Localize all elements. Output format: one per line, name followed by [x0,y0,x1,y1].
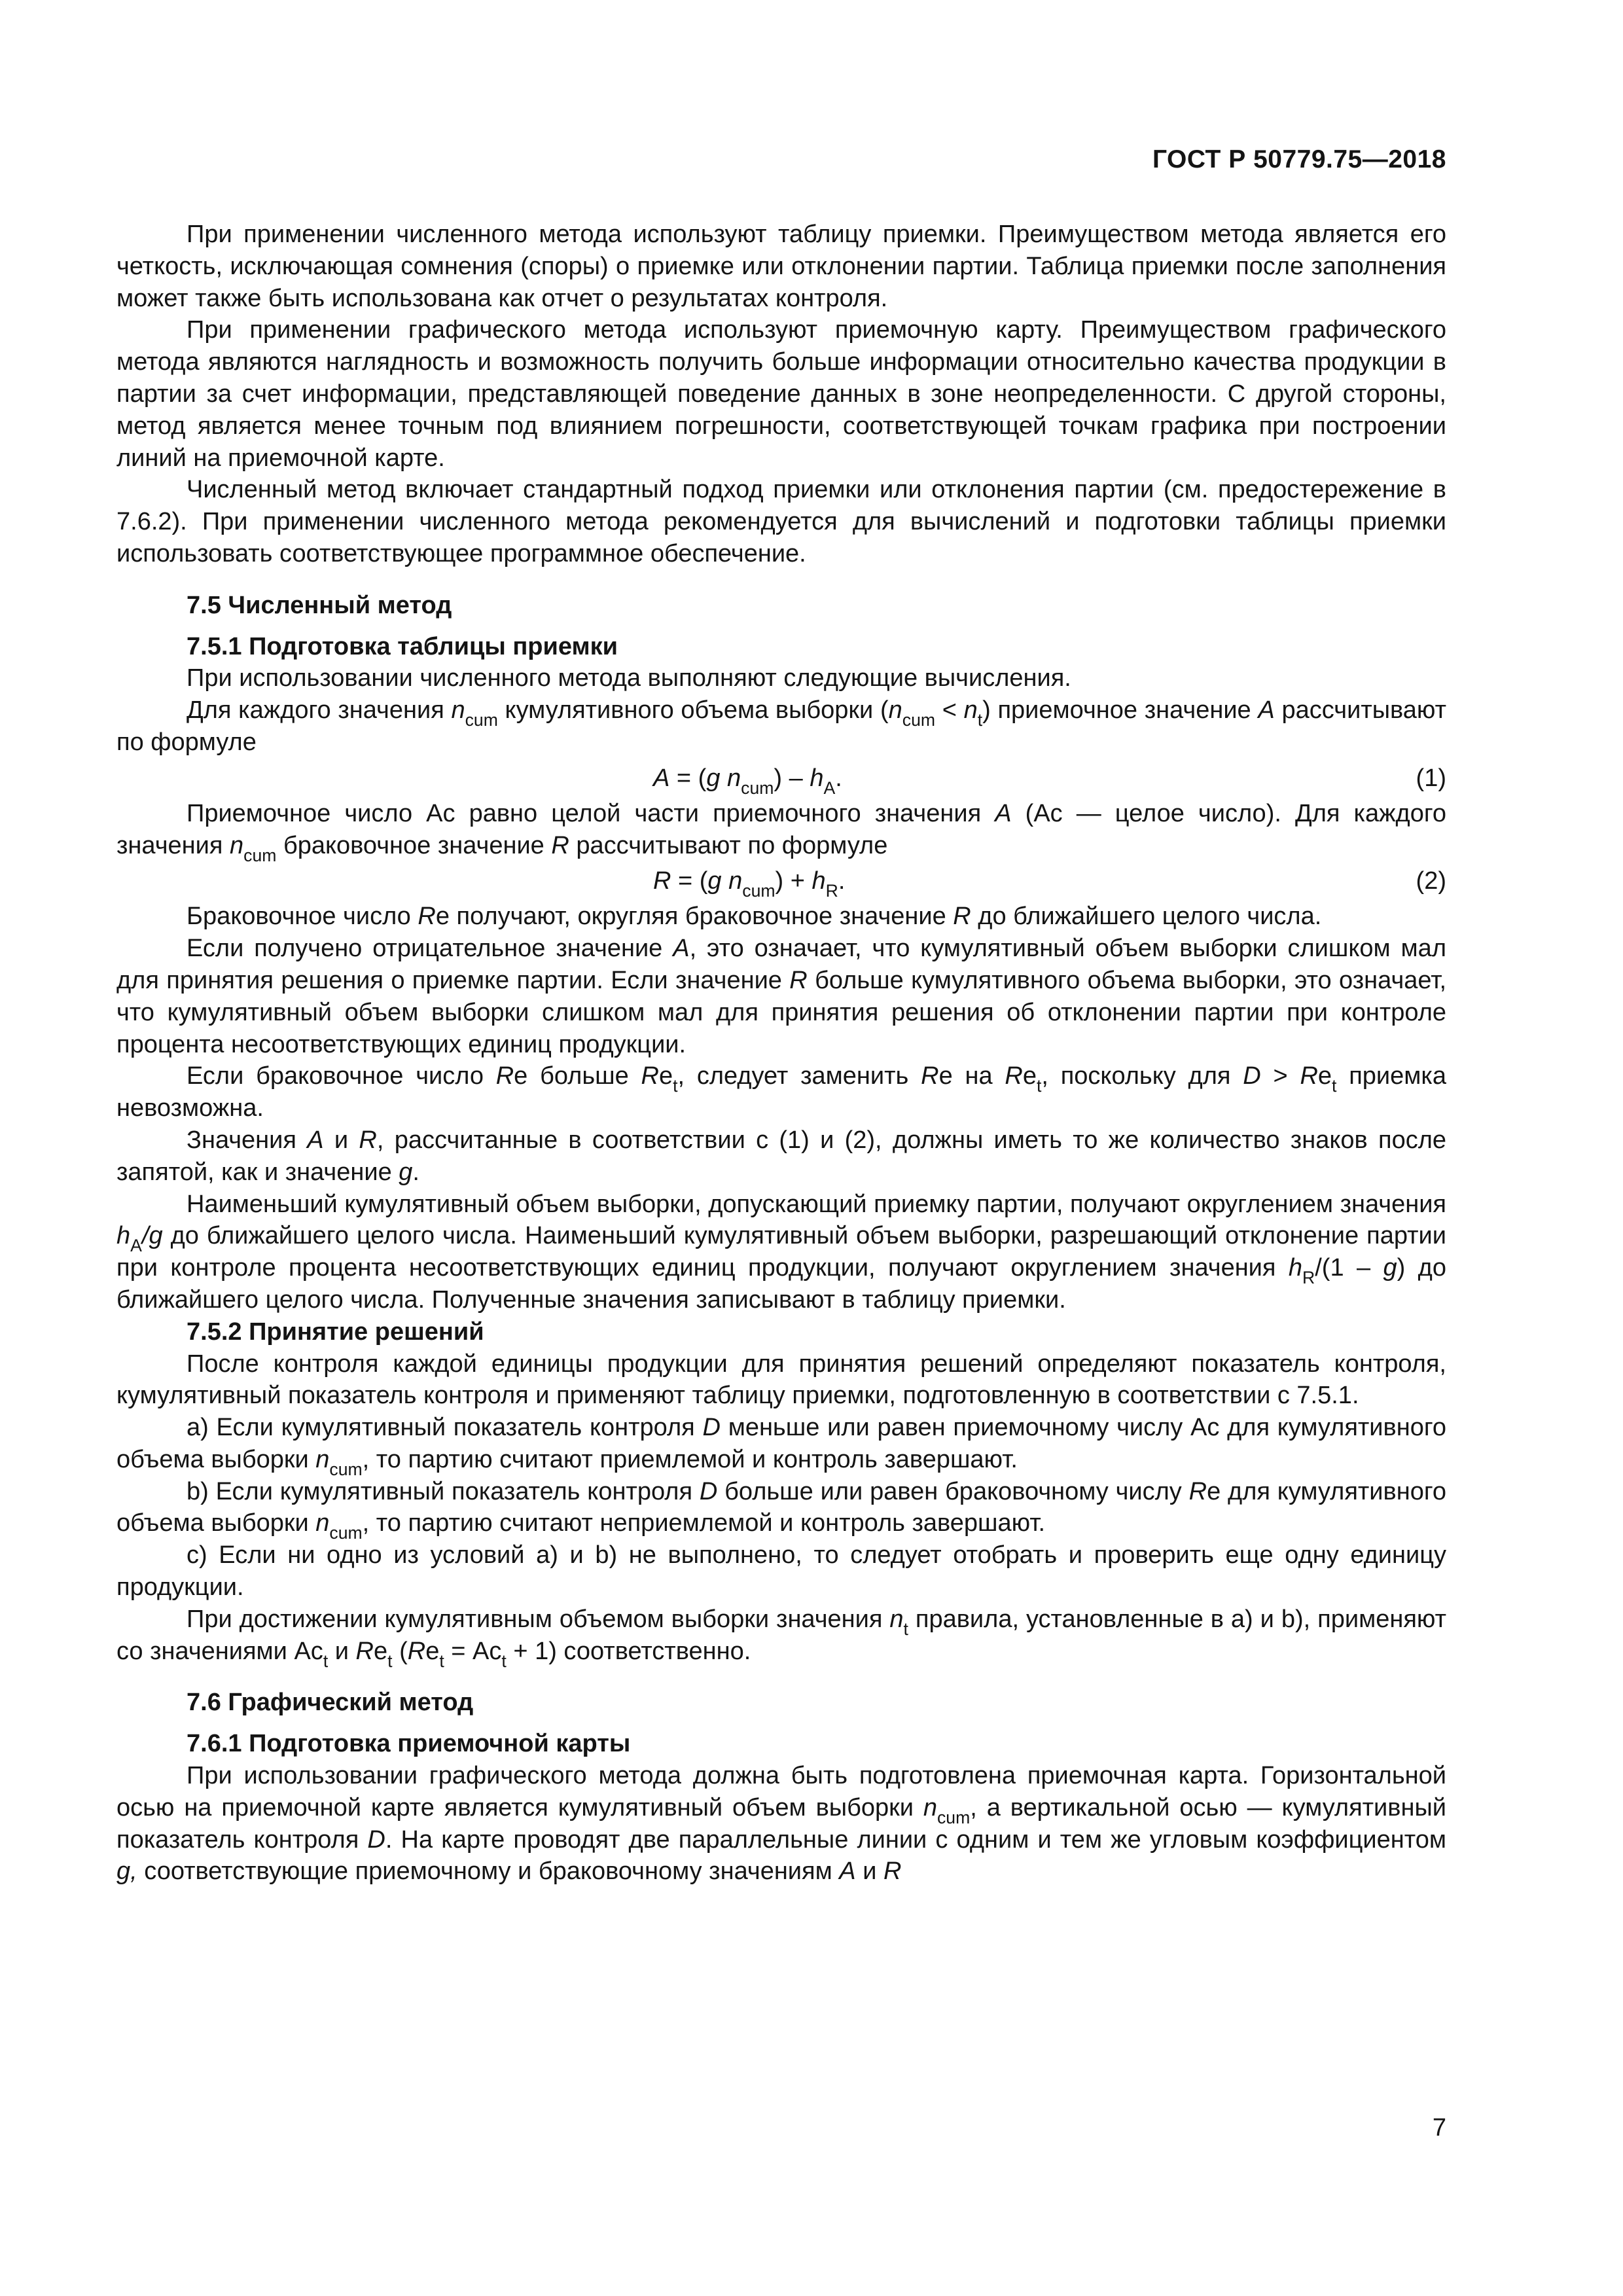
list-item-a: a) Если кумулятивный показатель контроля D меньше или равен приемочному числу Ас для кумулятивного объема выборки $n_{cum}$, то партию считают приемлемой и контроль завершают. [116,1414,1446,1479]
subsection-7-5-1-title: 7.5.1 Подготовка таблицы приемки [187,632,618,660]
subsection-7-5-2-title: 7.5.2 Принятие решений [187,1318,484,1346]
document-header: ГОСТ Р 50779.75—2018 [1152,145,1446,173]
intro-paragraph-2: При применении графического метода используют приемочную карту. Преимуществом графического метода являются наглядность и возможность получить больше информации относительно качества продукции в партии за счет информации, представляющей поведение данных в зоне неопределенности. С другой стороны, метод является менее точным под влиянием погрешности, соответствующей точкам графика при построении линий на приемочной карте. [116,316,1446,472]
paragraph-7-5-1-6: Если браковочное число Rе больше $Rе_t$, следует заменить Rе на $Rе_t$, поскольку для $D > Rе_t$ приемка невозможна. [116,1062,1446,1122]
paragraph-7-5-1-5: Если получено отрицательное значение A, это означает, что кумулятивный объем выборки слишком мал для принятия решения о приемке партии. Если значение R больше кумулятивного объема выборки, это означает, что кумулятивный объем выборки слишком мал для принятия решения об отклонении партии при контроле процента несоответствующих единиц продукции. [116,935,1446,1058]
list-item-c: c) Если ни одно из условий a) и b) не выполнено, то следует отобрать и проверить еще одну единицу продукции. [116,1541,1446,1602]
subsection-7-6-1-title: 7.6.1 Подготовка приемочной карты [187,1730,631,1758]
paragraph-7-5-2-2: При достижении кумулятивным объемом выборки значения $n_t$ правила, установленные в a) и b), применяют со значениями $Ас_t$ и $Rе_t$ $(Rе_t = Ас_t + 1)$ соответственно. [116,1605,1446,1671]
document-body [116,219,1446,1888]
intro-paragraph-1: При применении численного метода используют таблицу приемки. Преимуществом метода является его четкость, исключающая сомнения (споры) о приемке или отклонении партии. Таблица приемки после заполнения может также быть использована как отчет о результатах контроля. [116,221,1446,312]
formula-2-number: (2) [1416,867,1446,895]
list-item-b: b) Если кумулятивный показатель контроля D больше или равен браковочному числу Rе для кумулятивного объема выборки $n_{cum}$, то партию считают неприемлемой и контроль завершают. [116,1477,1446,1543]
paragraph-7-5-1-7: Значения A и R, рассчитанные в соответствии с (1) и (2), должны иметь то же количество знаков после запятой, как и значение g. [116,1126,1447,1186]
formula-2: R = (g $n_{cum}) + h_R$. (2) [116,863,1446,899]
page-number: 7 [1432,2114,1446,2142]
formula-1-number: (1) [1416,764,1446,792]
intro-paragraph-3: Численный метод включает стандартный подход приемки или отклонения партии (см. предостережение в 7.6.2). При применении численного метода рекомендуется для вычислений и подготовки таблицы приемки использовать соответствующее программное обеспечение. [116,476,1446,567]
section-7-6-title: 7.6 Графический метод [187,1689,474,1717]
formula-1: A = (g $n_{cum}) - h_A$. (1) [116,760,1446,797]
paragraph-7-6-1-1: При использовании графического метода должна быть подготовлена приемочная карта. Горизонтальной осью на приемочной карте является кумулятивный объем выборки $n_{cum}$, а вертикальной осью — кумулятивный показатель контроля D. На карте проводят две параллельные линии с одним и тем же угловым коэффициентом g, соответствующие приемочному и браковочному значениям A и R [116,1762,1446,1886]
section-7-5-title: 7.5 Численный метод [187,591,452,619]
paragraph-7-5-2-1: После контроля каждой единицы продукции для принятия решений определяют показатель контроля, кумулятивный показатель контроля и применяют таблицу приемки, подготовленную в соответствии с 7.5.1. [116,1350,1446,1410]
paragraph-7-5-1-8: Наименьший кумулятивный объем выборки, допускающий приемку партии, получают округлением значения $h_A/g$ до ближайшего целого числа. Наименьший кумулятивный объем выборки, разрешающий отклонение партии при контроле процента несоответствующих единиц продукции, получают округлением значения $h_R/(1 - g)$ до ближайшего целого числа. Полученные значения записывают в таблицу приемки. [116,1190,1446,1314]
paragraph-7-5-1-1: При использовании численного метода выполняют следующие вычисления. [187,664,1071,692]
paragraph-7-5-1-3: Приемочное число Ас равно целой части приемочного значения A (Ас — целое число). Для каждого значения $n_{cum}$ браковочное значение R рассчитывают по формуле [116,799,1447,865]
paragraph-7-5-1-4: Браковочное число Rе получают, округляя браковочное значение R до ближайшего целого числа. [187,903,1322,931]
paragraph-7-5-1-2: Для каждого значения $n_{cum}$ кумулятивного объема выборки $(n_{cum} < n_t)$ приемочное значение A рассчитывают по формуле [116,696,1446,756]
